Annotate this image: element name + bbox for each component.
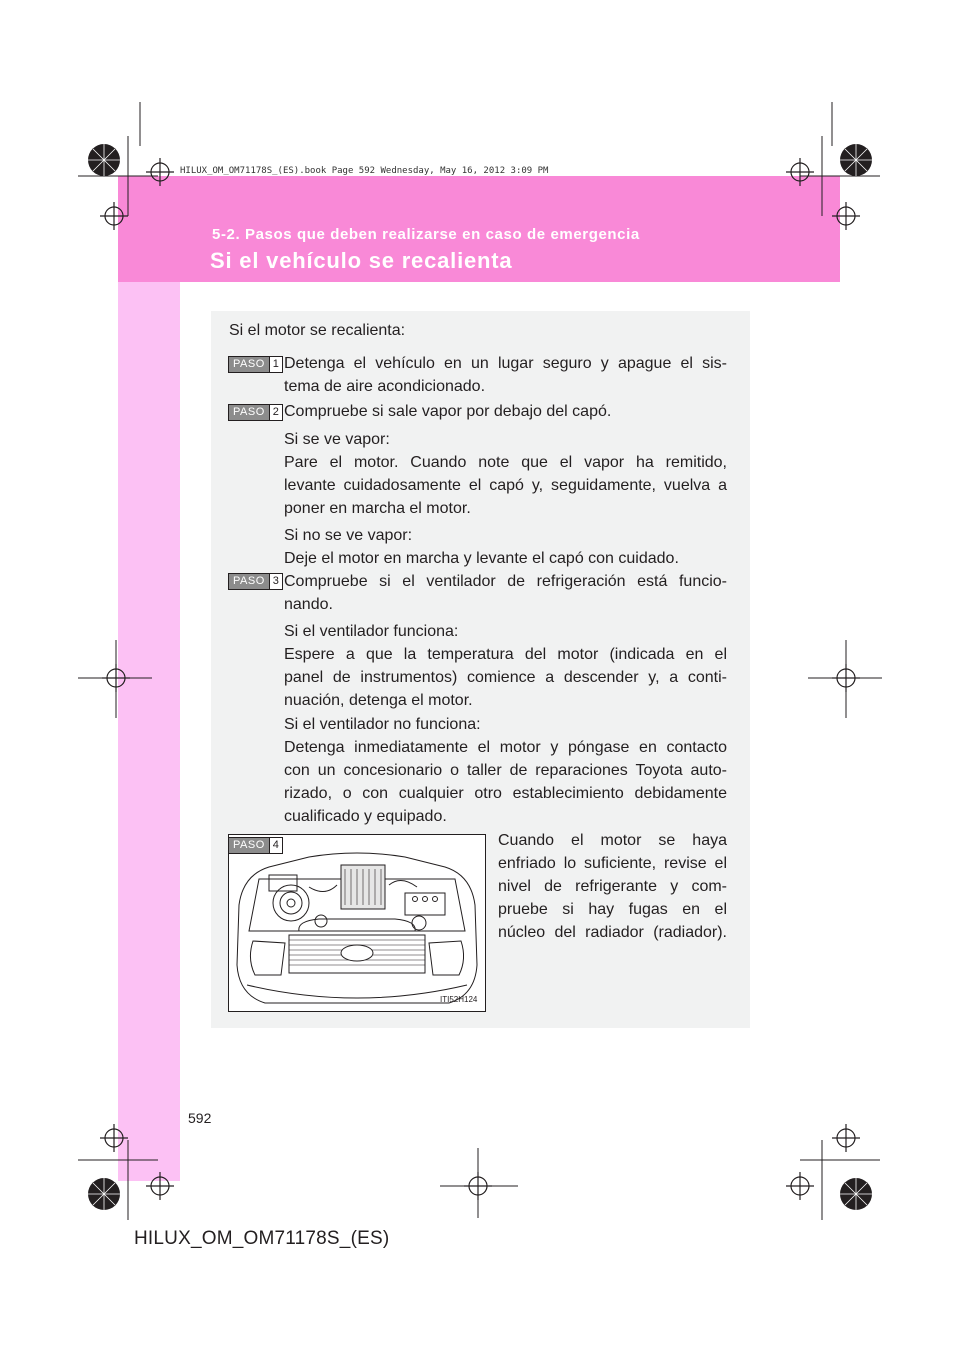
step-3-line-2: nando.	[284, 596, 333, 613]
case-fan-works-line-3: nuación, detenga el motor.	[284, 692, 473, 709]
case-fan-fails-heading: Si el ventilador no funciona:	[284, 716, 481, 733]
step-4-line-5: núcleo del radiador (radiador).	[498, 924, 727, 941]
section-subtitle: 5-2. Pasos que deben realizarse en caso de emergencia	[212, 226, 640, 243]
case-steam-line-2: levante cuidadosamente el capó y, seguidamente, vuelva a	[284, 477, 727, 494]
step-3-line-1: Compruebe si el ventilador de refrigeración está funcio-	[284, 573, 727, 590]
step-1-line-2: tema de aire acondicionado.	[284, 378, 486, 395]
case-fan-fails-line-3: rizado, o con cualquier otro establecimiento debidamente	[284, 785, 727, 802]
step-4-line-4: pruebe si hay fugas en el	[498, 901, 727, 918]
step-4-line-1: Cuando el motor se haya	[498, 832, 727, 849]
step-4-line-2: enfriado lo suficiente, revise el	[498, 855, 727, 872]
engine-bay-illustration	[229, 835, 485, 1011]
case-no-steam-line-1: Deje el motor en marcha y levante el capó con cuidado.	[284, 550, 679, 567]
page-title: Si el vehículo se recalienta	[210, 248, 513, 273]
document-code: HILUX_OM_OM71178S_(ES)	[134, 1228, 390, 1249]
step-2-line-1: Compruebe si sale vapor por debajo del capó.	[284, 403, 612, 420]
engine-bay-figure	[228, 834, 486, 1012]
step-badge-4: PASO 4	[228, 837, 283, 854]
case-fan-fails-line-2: con un concesionario o taller de reparaciones Toyota auto-	[284, 762, 727, 779]
step-4-line-3: nivel de refrigerante y com-	[498, 878, 727, 895]
case-steam-line-3: poner en marcha el motor.	[284, 500, 471, 517]
figure-code: ITI52H124	[440, 995, 478, 1004]
case-no-steam-heading: Si no se ve vapor:	[284, 527, 413, 544]
case-fan-works-line-2: panel de instrumentos) comience a descender y, a conti-	[284, 669, 727, 686]
case-fan-works-line-1: Espere a que la temperatura del motor (indicada en el	[284, 646, 727, 663]
step-badge-1: PASO 1	[228, 356, 283, 373]
step-badge-2: PASO 2	[228, 404, 283, 421]
intro-text: Si el motor se recalienta:	[229, 322, 406, 339]
case-steam-line-1: Pare el motor. Cuando note que el vapor ha remitido,	[284, 454, 727, 471]
page-number: 592	[188, 1110, 212, 1126]
case-steam-heading: Si se ve vapor:	[284, 431, 390, 448]
book-info-line: HILUX_OM_OM71178S_(ES).book Page 592 Wednesday, May 16, 2012 3:09 PM	[180, 166, 549, 176]
step-1-line-1: Detenga el vehículo en un lugar seguro y apague el sis-	[284, 355, 727, 372]
case-fan-works-heading: Si el ventilador funciona:	[284, 623, 459, 640]
case-fan-fails-line-1: Detenga inmediatamente el motor y póngase en contacto	[284, 739, 727, 756]
step-badge-3: PASO 3	[228, 573, 283, 590]
case-fan-fails-line-4: cualificado y equipado.	[284, 808, 447, 825]
